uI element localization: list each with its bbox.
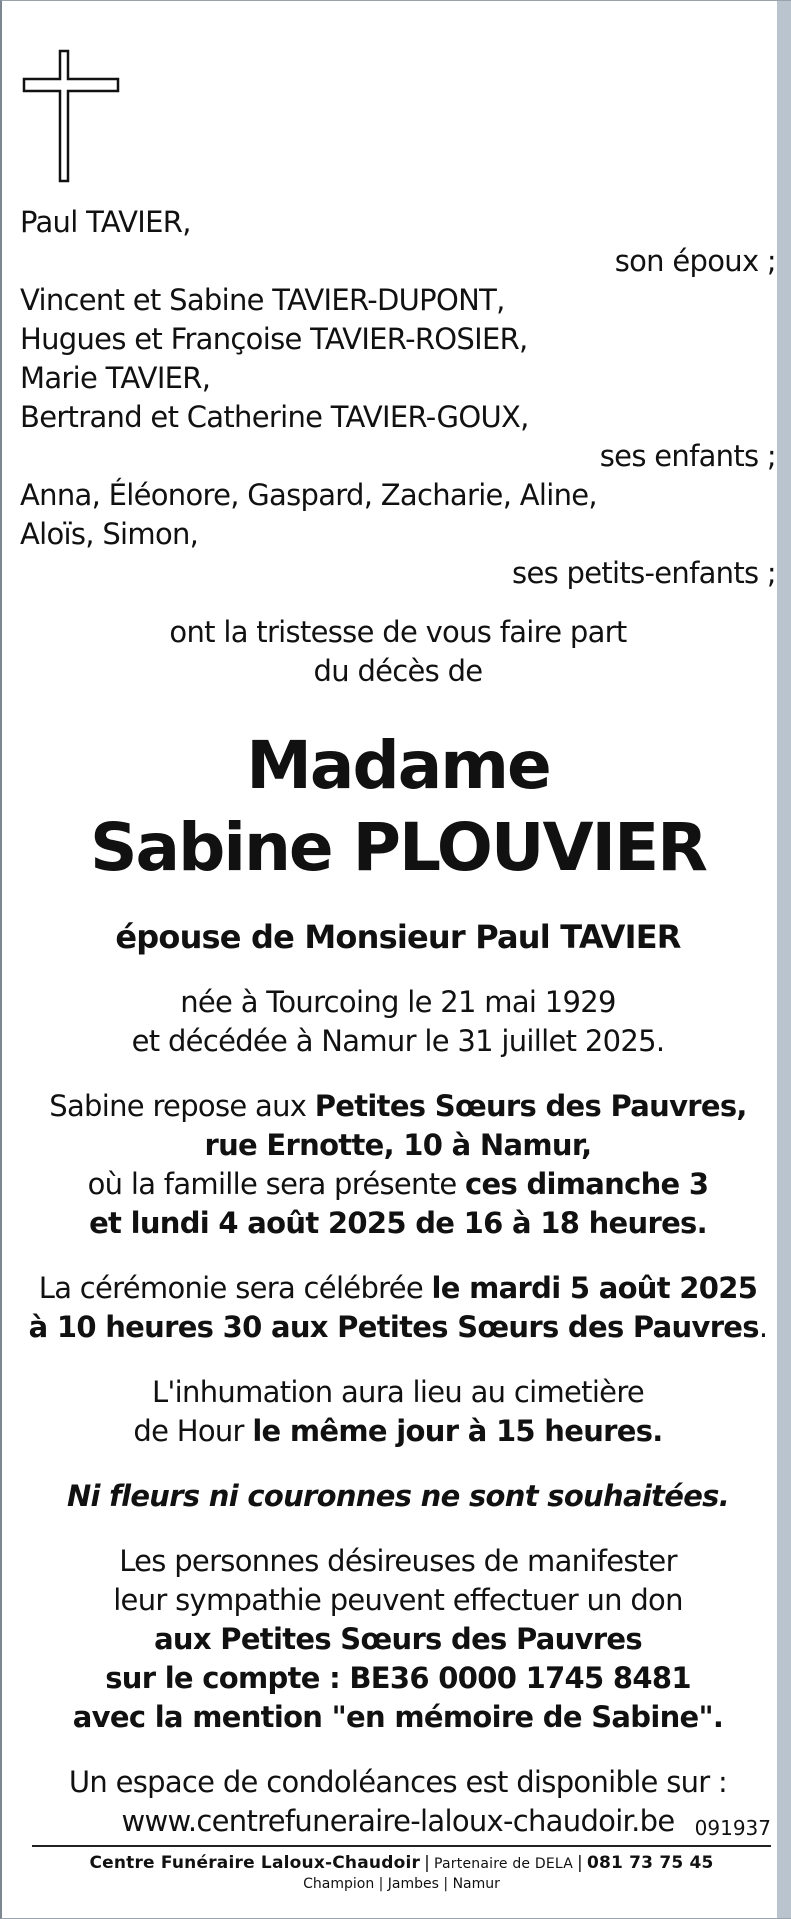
grandchildren-line: Anna, Éléonore, Gaspard, Zacharie, Aline, — [20, 478, 597, 512]
footer — [32, 1852, 771, 1893]
condolences-url[interactable]: www.centrefuneraire-laloux-chaudoir.be — [121, 1804, 675, 1838]
announcement-line: du décès de — [313, 654, 483, 688]
child-line: Bertrand et Catherine TAVIER-GOUX, — [20, 400, 529, 434]
deceased-title: Madame — [246, 727, 550, 804]
notice-body — [20, 203, 776, 1841]
announcement-line: ont la tristesse de vous faire part — [169, 615, 627, 649]
flowers-note: Ni fleurs ni couronnes ne sont souhaitées. — [66, 1479, 730, 1513]
grandchildren-role: ses petits-enfants ; — [512, 556, 776, 590]
husband-name: Paul TAVIER, — [20, 205, 191, 239]
visitation-dates: ces dimanche 3 — [465, 1167, 709, 1201]
ceremony-block — [20, 1269, 776, 1347]
reference-number: 091937 — [694, 1816, 771, 1840]
footer-divider — [32, 1845, 771, 1847]
visitation-address: rue Ernotte, 10 à Namur, — [204, 1128, 592, 1162]
deceased-heading — [20, 725, 776, 889]
donation-beneficiary: aux Petites Sœurs des Pauvres — [154, 1622, 642, 1656]
grandchildren-line: Aloïs, Simon, — [20, 517, 199, 551]
footer-company: Centre Funéraire Laloux-Chaudoir — [89, 1853, 421, 1873]
condolences-block — [20, 1763, 776, 1841]
donation-block — [20, 1542, 776, 1737]
child-line: Marie TAVIER, — [20, 361, 211, 395]
burial-text: L'inhumation aura lieu au cimetière — [151, 1375, 645, 1409]
child-line: Vincent et Sabine TAVIER-DUPONT, — [20, 283, 505, 317]
ceremony-date: le mardi 5 août 2025 — [431, 1271, 758, 1305]
footer-separator: | — [577, 1853, 583, 1873]
burial-block — [20, 1373, 776, 1451]
visitation-text: où la famille sera présente — [87, 1167, 466, 1201]
footer-partner: Partenaire de DELA — [434, 1856, 573, 1872]
visitation-place: Petites Sœurs des Pauvres, — [314, 1089, 747, 1123]
deceased-spouse: épouse de Monsieur Paul TAVIER — [115, 918, 681, 956]
children-role: ses enfants ; — [599, 439, 776, 473]
latin-cross-icon — [22, 49, 120, 183]
husband-role: son époux ; — [614, 244, 776, 278]
ceremony-time-place: à 10 heures 30 aux Petites Sœurs des Pauvres — [28, 1310, 759, 1344]
footer-phone: 081 73 75 45 — [586, 1853, 714, 1873]
donation-text: leur sympathie peuvent effectuer un don — [113, 1583, 683, 1617]
donation-account: sur le compte : BE36 0000 1745 8481 — [105, 1661, 691, 1695]
footer-separator: | — [424, 1853, 431, 1873]
visitation-text: Sabine repose aux — [49, 1089, 315, 1123]
burial-time: le même jour à 15 heures. — [252, 1414, 663, 1448]
donation-text: Les personnes désireuses de manifester — [119, 1544, 677, 1578]
child-line: Hugues et Françoise TAVIER-ROSIER, — [20, 322, 528, 356]
condolences-text: Un espace de condoléances est disponible sur : — [68, 1765, 728, 1799]
birth-line: née à Tourcoing le 21 mai 1929 — [180, 985, 616, 1019]
visitation-hours: et lundi 4 août 2025 de 16 à 18 heures. — [89, 1206, 707, 1240]
burial-place: de Hour — [133, 1414, 253, 1448]
deceased-name: Sabine PLOUVIER — [90, 809, 706, 886]
footer-cities: Champion | Jambes | Namur — [303, 1876, 500, 1892]
death-line: et décédée à Namur le 31 juillet 2025. — [131, 1024, 665, 1058]
ceremony-text: La cérémonie sera célébrée — [38, 1271, 432, 1305]
visitation-block — [20, 1087, 776, 1243]
ceremony-period: . — [758, 1310, 768, 1344]
right-frame-bar — [777, 1, 791, 1918]
donation-mention: avec la mention "en mémoire de Sabine". — [72, 1700, 724, 1734]
